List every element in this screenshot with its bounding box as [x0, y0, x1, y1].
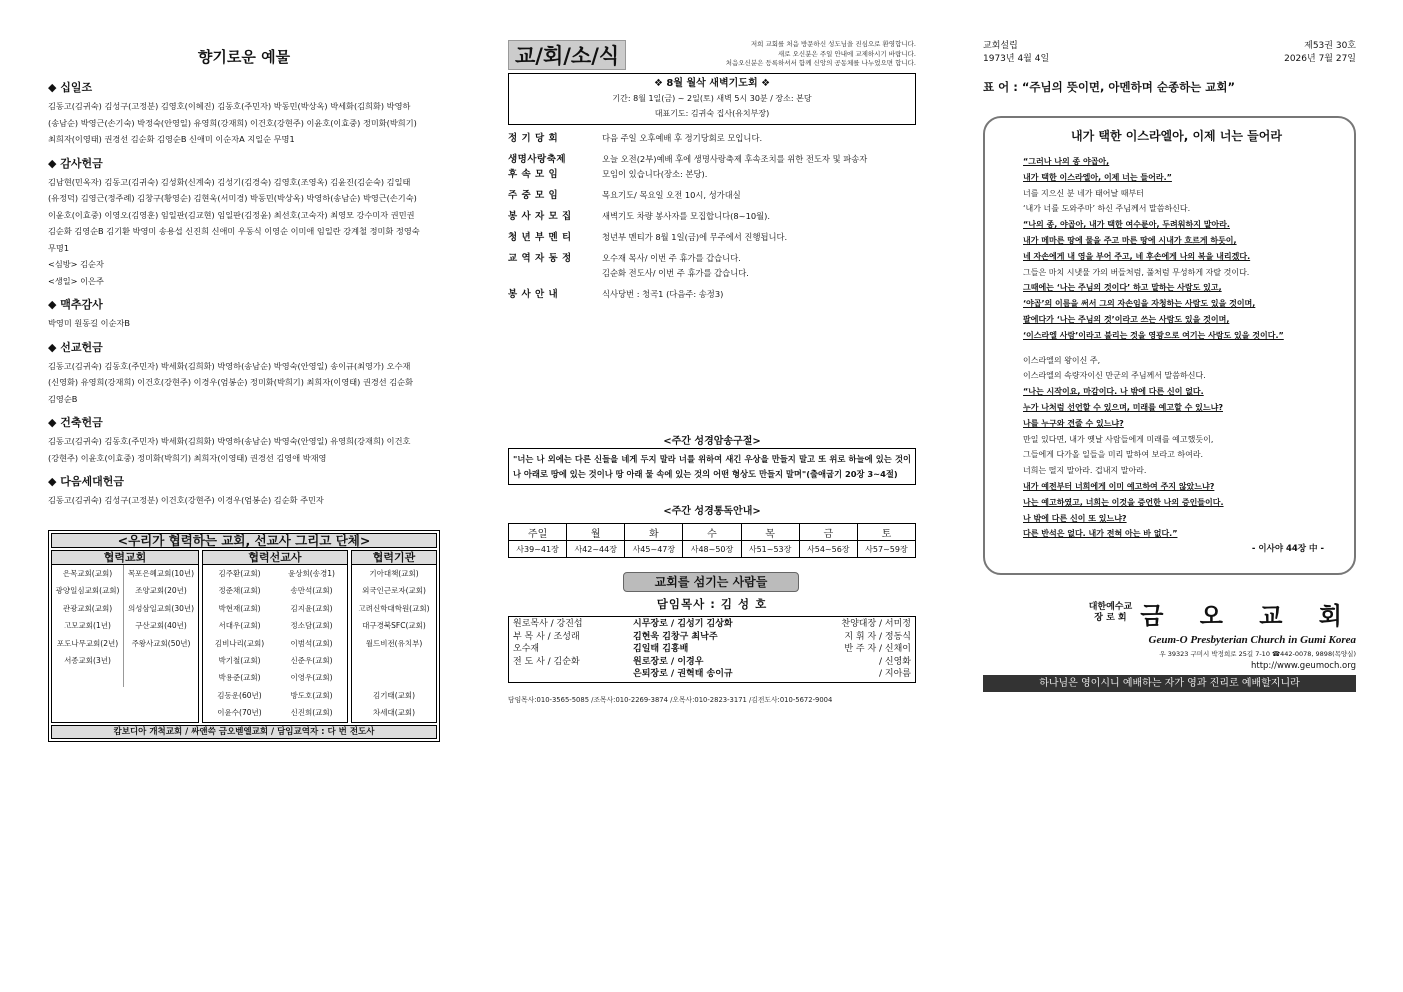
news-title: 교/회/소/식: [508, 40, 626, 70]
offering-section-names: <생일> 이은주: [48, 275, 104, 286]
news-item-label: 청 년 부 멘 티: [508, 232, 572, 243]
news-item-text: 오수재 목사/ 이번 주 휴가를 갑습니다.: [602, 253, 741, 263]
staff-cell: [513, 668, 633, 681]
offering-section-names: 김동고(김귀숙) 김동호(주민자) 박세화(김희화) 박영하(송남순) 박영숙(안영일) 유영희(강재희) 이건호(강현주) 이윤호(이효중) 정미화(박희기) 최희자(이영태) 권경선 김영애 박재영: [48, 436, 411, 463]
scripture-line: 이스라엘의 속량자이신 만군의 주님께서 말씀하신다.: [1023, 371, 1206, 381]
welcome-note: [626, 40, 916, 69]
reading-day: 금: [799, 524, 857, 541]
cooperation-item: 고모교회(1년): [64, 621, 111, 631]
phone-numbers: 담임목사:010-3565-5085 /조목사:010-2269-3874 /오목사:010-2823-3171 /김전도사:010-5672-9004: [508, 696, 833, 704]
cooperation-title: <우리가 협력하는 교회, 선교사 그리고 단체>: [51, 533, 437, 548]
cooperation-item: 박용준(교회): [218, 673, 261, 683]
reading-heading: <주간 성경통독안내>: [663, 506, 761, 517]
scripture-line: 나 밖에 다른 신이 또 있느냐?: [1023, 513, 1127, 523]
offering-section-heading: ◆ 선교헌금: [48, 340, 103, 354]
cooperation-item: 김동운(60년): [217, 690, 262, 700]
cooperation-item: 차세대(교회): [372, 708, 416, 718]
cooperation-item: 포도나무교회(2년): [56, 638, 119, 648]
reading-day: 주일: [509, 524, 567, 541]
staff-cell: 오수재: [513, 644, 540, 654]
partner-churches-header: 협력교회: [52, 551, 198, 565]
cooperation-item: 고려신학대학원(교회): [358, 603, 430, 613]
welcome-note-line: 처음오신분은 등록하셔서 함께 신앙의 공동체를 나누었으면 합니다.: [725, 59, 916, 67]
news-items: [508, 131, 916, 302]
partner-churches: [51, 550, 199, 723]
partner-organizations: [351, 550, 437, 723]
cooperation-item: 박현재(교회): [218, 603, 261, 613]
offering-section-heading: ◆ 감사헌금: [48, 156, 103, 170]
missionaries-list-b: [276, 565, 347, 722]
news-item: [508, 287, 916, 302]
staff-cell: 은퇴장로 / 권혁태 송이규: [633, 669, 733, 679]
offering-section-heading: ◆ 십일조: [48, 81, 93, 94]
staff-cell: 반 주 자 / 신채이: [844, 644, 911, 654]
staff-row: [513, 656, 911, 669]
scripture-line: “나의 종, 야곱아, 내가 택한 여수룬아, 두려워하지 말아라.: [1023, 220, 1230, 230]
scripture-line: “그러나 나의 종 야곱아,: [1023, 157, 1110, 166]
news-item-text: 목요기도/ 목요일 오전 10시, 성가대실: [602, 190, 741, 200]
footer-verse: 하나님은 영이시니 예배하는 자가 영과 진리로 예배할지니라: [983, 675, 1356, 692]
dawn-prayer-schedule: 기간: 8월 1일(금) ~ 2일(토) 새벽 5시 30분 / 장소: 본당: [612, 94, 812, 103]
founded-label: 교회설립: [983, 41, 1018, 51]
dawn-prayer-box: [508, 73, 916, 125]
memory-verse-text: "너는 나 외에는 다른 신들을 네게 두지 말라 너를 위하여 새긴 우상을 만들지 말고 또 위로 하늘에 있는 것이나 아래로 땅에 있는 것이나 땅 아래 물 속에 있는 것의 어떤 형상도 만들지 말며"(출애굽기 20장 3~4절): [508, 448, 916, 485]
reading-day: 토: [857, 524, 915, 541]
scripture-line: 팔에다가 ‘나는 주님의 것’이라고 쓰는 사람도 있을 것이며,: [1023, 314, 1230, 324]
staff-cell: 김현욱 김창구 최낙주: [633, 631, 718, 642]
news-item-label: 생명사랑축제: [508, 154, 567, 165]
news-item-text: 모임이 있습니다(장소: 본당).: [602, 169, 708, 179]
cooperation-item: 이윤수(70년): [217, 708, 262, 718]
dawn-prayer-title: ❖ 8월 월삭 새벽기도회 ❖: [653, 78, 771, 89]
news-item-text: 김순화 전도사/ 이번 주 휴가를 갑습니다.: [602, 268, 749, 278]
church-info: [983, 598, 1356, 692]
cooperation-item: 방도호(교회): [290, 690, 333, 700]
news-item-label: 교 역 자 동 정: [508, 253, 572, 264]
cooperation-item: 조양교회(20년): [135, 586, 187, 596]
staff-cell: 부 목 사 / 조성래: [513, 631, 580, 642]
reading-chapters-row: [509, 541, 916, 558]
church-motto: 표 어 : “주님의 뜻이면, 아멘하며 순종하는 교회”: [983, 80, 1236, 94]
dawn-prayer-leader: 대표기도: 김귀숙 집사(유치부장): [654, 109, 770, 118]
reading-day: 목: [741, 524, 799, 541]
offering-section-names: 박영미 원동길 이순자B: [48, 318, 131, 328]
cooperation-item: 이영우(교회): [290, 673, 333, 683]
offering-section-names: 김동고(김귀숙) 김성구(고정분) 이건호(강현주) 이경우(엄봉순) 김순화 주민자: [48, 495, 324, 505]
cooperation-item: 서종교회(3년): [64, 655, 111, 665]
cooperation-item: 윤상희(송경1): [288, 569, 335, 578]
cooperation-item: 목포은혜교회(10년): [127, 569, 195, 578]
church-english-name: Geum-O Presbyterian Church in Gumi Korea: [1148, 634, 1356, 646]
cooperation-item: [352, 669, 436, 686]
cooperation-item: 월드비전(유치부): [365, 638, 423, 648]
offering-section-names: <심방> 김순자: [48, 259, 104, 269]
news-item-label: 봉 사 안 내: [508, 289, 559, 300]
partner-missionaries: [202, 550, 348, 723]
news-item-text: 식사당번 : 청곡1 (다음주: 송정3): [602, 289, 724, 299]
scripture-line: ‘야곱’의 이름을 써서 그의 자손임을 자청하는 사람도 있을 것이며,: [1023, 299, 1256, 309]
reading-chapter: 사48~50장: [683, 541, 741, 558]
cooperation-item: 대구경북SFC(교회): [362, 621, 426, 631]
cooperation-item: 외국인근로자(교회): [362, 586, 426, 596]
cooperation-item: 신준우(교회): [290, 655, 333, 665]
news-item-label: 정 기 당 회: [508, 133, 559, 144]
denomination-line: 대한예수교: [1088, 602, 1133, 612]
cooperation-item: [352, 652, 436, 669]
cooperation-item: 김주환(교회): [218, 569, 261, 578]
scripture-line: 그들에게 다가올 일들을 미리 말하여 보라고 하여라.: [1023, 450, 1204, 460]
reading-day: 월: [567, 524, 625, 541]
scripture-line: 나는 예고하였고, 너희는 이것을 증언한 나의 증인들이다.: [1023, 497, 1224, 507]
scripture-line: 내가 메마른 땅에 물을 주고 마른 땅에 시내가 흐르게 하듯이,: [1023, 235, 1237, 245]
offering-sections: [48, 79, 440, 509]
news-item: [508, 209, 916, 224]
cooperation-item: 은목교회(교회): [62, 569, 113, 578]
bulletin-volume: 제53권 30호: [1304, 41, 1356, 51]
news-item-text: 오늘 오전(2부)예배 후에 생명사랑축제 후속조치를 위한 전도자 및 파송자: [602, 154, 868, 164]
offering-section-names: 김남현(민옥자) 김동고(김귀숙) 김성화(신계숙) 김성기(김경숙) 김영호(조영옥) 김윤진(김순숙) 김일태(유정덕) 김영근(정주례) 김창구(황영순) 김현욱(서미경) 박동민(박상옥) 박영하(송남순) 박영근(손기숙) 이윤호(이효중) 이영오(김영훈) 임일판(김교현) 임일판(김정윤) 최선호(고숙자) 최영모 강수미자 권민권 김순화 김영순B 김기환 박영미 송용섭 신진희 신애미 우동식 이영순 이미애 임일란 강계철 정미화 정영숙 무명1: [48, 176, 420, 253]
staff-cell: 전 도 사 / 김순화: [513, 656, 580, 667]
memory-verse-heading: <주간 성경암송구절>: [663, 436, 761, 447]
cooperation-item: [52, 669, 123, 686]
partner-organizations-header: 협력기관: [352, 551, 436, 565]
news-item-label: 주 중 모 임: [508, 190, 559, 201]
cooperation-item: 이범석(교회): [290, 638, 333, 648]
news-item-text: 청년부 멘티가 8월 1일(금)에 무주에서 진행됩니다.: [602, 232, 788, 242]
church-name-row: [983, 598, 1356, 628]
offering-section-heading: ◆ 다음세대헌금: [48, 475, 125, 488]
reading-chapter: 사39~41장: [509, 541, 567, 558]
scripture-lines: [1023, 154, 1330, 542]
cooperation-item: [124, 669, 198, 686]
cooperation-item: 관광교회(교회): [62, 603, 113, 613]
scripture-line: 너희는 떨지 말아라. 겁내지 말아라.: [1023, 466, 1147, 476]
scripture-line: 누가 나처럼 선언할 수 있으며, 미래를 예고할 수 있느냐?: [1023, 402, 1223, 412]
scripture-line: 그들은 마치 시냇물 가의 버들처럼, 풀처럼 무성하게 자랄 것이다.: [1023, 267, 1250, 277]
news-item-label: 후 속 모 임: [508, 169, 559, 180]
scripture-line: 너를 지으신 분 네가 태어날 때부터: [1023, 188, 1144, 198]
reading-table: [508, 523, 916, 558]
reading-chapter: 사45~47장: [625, 541, 683, 558]
scripture-reference: - 이사야 44장 中 -: [1251, 544, 1324, 555]
staff-table: [508, 616, 916, 683]
scripture-line: 이스라엘의 왕이신 주,: [1023, 355, 1101, 365]
scripture-line: [1023, 344, 1330, 353]
scripture-line: 다른 반석은 없다. 내가 전혀 아는 바 없다.”: [1023, 529, 1178, 539]
scripture-box: [983, 116, 1356, 575]
cooperation-item: 김지윤(교회): [290, 603, 333, 613]
cooperation-item: 구산교회(40년): [135, 621, 187, 631]
scripture-line: 내가 예전부터 너희에게 이미 예고하여 주지 않았느냐?: [1023, 481, 1215, 491]
offering-section-heading: ◆ 건축헌금: [48, 416, 103, 429]
partner-churches-list-a: [52, 565, 124, 687]
cooperation-item: 김기태(교회): [372, 690, 416, 700]
cooperation-item: 의성삼일교회(30년): [127, 603, 195, 613]
cooperation-item: 광양일심교회(교회): [55, 586, 120, 596]
news-item-text: 다음 주일 오후예배 후 정기당회로 모입니다.: [602, 133, 763, 143]
cooperation-item: 기아대책(교회): [369, 569, 419, 578]
cover-column: [983, 40, 1356, 705]
scripture-line: 그때에는 ‘나는 주님의 것이다’ 하고 말하는 사람도 있고,: [1023, 283, 1222, 293]
partner-churches-list-b: [124, 565, 198, 687]
cooperation-item: 정소담(교회): [290, 621, 333, 631]
church-name: 금 오 교 회: [1140, 601, 1356, 630]
news-column: [508, 40, 916, 705]
denomination-line: 장 로 회: [1094, 613, 1127, 623]
cooperation-item: 신진희(교회): [290, 708, 333, 718]
senior-pastor: 담임목사 : 김 성 호: [656, 597, 768, 611]
staff-row: [513, 618, 911, 631]
staff-cell: / 지아름: [879, 669, 911, 679]
staff-cell: 원로목사 / 강진섭: [513, 619, 583, 629]
news-item-label: 봉 사 자 모 집: [508, 211, 572, 222]
cooperation-item: 정준채(교회): [218, 586, 261, 596]
scripture-line: 내가 택한 이스라엘아, 이제 너는 들어라.”: [1023, 172, 1172, 182]
scripture-line: 나를 누구와 견줄 수 있느냐?: [1023, 418, 1124, 428]
staff-cell: 원로장로 / 이경우: [633, 656, 704, 667]
welcome-note-line: 저희 교회를 처음 방문하신 성도님을 진심으로 환영합니다.: [750, 40, 916, 48]
staff-row: [513, 668, 911, 681]
reading-chapter: 사51~53장: [741, 541, 799, 558]
news-item: [508, 251, 916, 266]
staff-row: [513, 631, 911, 644]
offering-column: [48, 42, 440, 737]
offering-title: 향기로운 예물: [197, 48, 291, 66]
reading-chapter: 사54~56장: [799, 541, 857, 558]
reading-chapter: 사42~44장: [567, 541, 625, 558]
news-item: [508, 188, 916, 203]
staff-row: [513, 643, 911, 656]
cooperation-item: 김비나리(교회): [214, 638, 265, 648]
scripture-line: ‘이스라엘 사람’이라고 불리는 것을 영광으로 여기는 사람도 있을 것이다.”: [1023, 330, 1284, 340]
cooperation-item: 송만석(교회): [290, 586, 333, 596]
offering-section-heading: ◆ 맥추감사: [48, 298, 103, 311]
cooperation-table: [48, 530, 440, 742]
scripture-line: 네 자손에게 내 영을 부어 주고, 네 후손에게 나의 복을 내리겠다.: [1023, 251, 1251, 261]
news-item: [508, 266, 916, 281]
cooperation-item: 주왕사교회(50년): [131, 638, 191, 648]
church-website[interactable]: http://www.geumoch.org: [1250, 661, 1356, 671]
news-item-text: 새벽기도 차량 봉사자를 모집합니다(8~10월).: [602, 211, 771, 221]
staff-cell: 시무장로 / 김성기 김상화: [633, 619, 733, 629]
cooperation-item: [124, 652, 198, 669]
staff-cell: 김일태 김홍배: [633, 644, 689, 654]
bulletin-date: 2026년 7월 27일: [1284, 54, 1356, 64]
news-item: [508, 230, 916, 245]
church-address: 우 39323 구미시 박정희로 25길 7-10 ☎442-0078, 9898(목양실): [1159, 650, 1356, 658]
news-item: [508, 131, 916, 146]
staff-cell: / 신영화: [879, 656, 911, 667]
bulletin-header: [983, 40, 1356, 66]
founded-date: 1973년 4월 4일: [983, 54, 1050, 64]
staff-cell: 찬양대장 / 서미정: [841, 619, 911, 629]
scripture-line: “나는 시작이요, 마감이다. 나 밖에 다른 신이 없다.: [1023, 387, 1204, 397]
cooperation-item: 박기철(교회): [218, 655, 261, 665]
offering-section-names: 김동고(김귀숙) 김성구(고정분) 김영호(이혜진) 김동호(주민자) 박동민(박상옥) 박세화(김희화) 박영하(송남순) 박영근(손기숙) 박정숙(안영일) 유영희(강재희) 이건호(강현주) 이윤호(이효중) 정미화(박희기) 최희자(이영태) 권경선 김순화 김영순B 신애미 이순자A 지일순 무명1: [48, 101, 417, 144]
news-item: [508, 167, 916, 182]
scripture-line: ‘내가 너를 도와주마’ 하신 주님께서 말씀하신다.: [1023, 204, 1191, 214]
reading-chapter: 사57~59장: [857, 541, 915, 558]
missionaries-list-a: [203, 565, 276, 722]
offering-section-names: 김동고(김귀숙) 김동호(주민자) 박세화(김희화) 박영하(송남순) 박영숙(안영일) 송이규(최영가) 오수재(신영화) 유영희(강재희) 이건호(강현주) 이경우(엄봉순) 정미화(박희기) 최희자(이영태) 권경선 김순화 김영순B: [48, 360, 414, 404]
staff-cell: 지 휘 자 / 정동식: [844, 631, 911, 642]
partner-missionaries-header: 협력선교사: [203, 551, 347, 565]
news-header: [508, 40, 916, 72]
reading-day: 수: [683, 524, 741, 541]
reading-days-row: [509, 524, 916, 541]
scripture-line: 만일 있다면, 내가 옛날 사람들에게 미래를 예고했듯이,: [1023, 434, 1214, 444]
cooperation-item: 서대우(교회): [218, 621, 261, 631]
cooperation-footer: 캄보디아 개척교회 / 싸앤쓱 금오벧엘교회 / 담임교역자 : 다 번 전도사: [51, 725, 437, 739]
news-item-label: [508, 266, 602, 281]
welcome-note-line: 새로 오신분은 주일 안내에 교제하시기 바랍니다.: [778, 49, 916, 58]
servers-banner: 교회를 섬기는 사람들: [623, 572, 799, 592]
scripture-title: 내가 택한 이스라엘아, 이제 너는 들어라: [1071, 129, 1282, 143]
cooperation-columns: [51, 550, 437, 723]
organizations-list: [352, 565, 436, 722]
reading-day: 화: [625, 524, 683, 541]
news-item: [508, 152, 916, 167]
denomination: [1089, 602, 1132, 624]
